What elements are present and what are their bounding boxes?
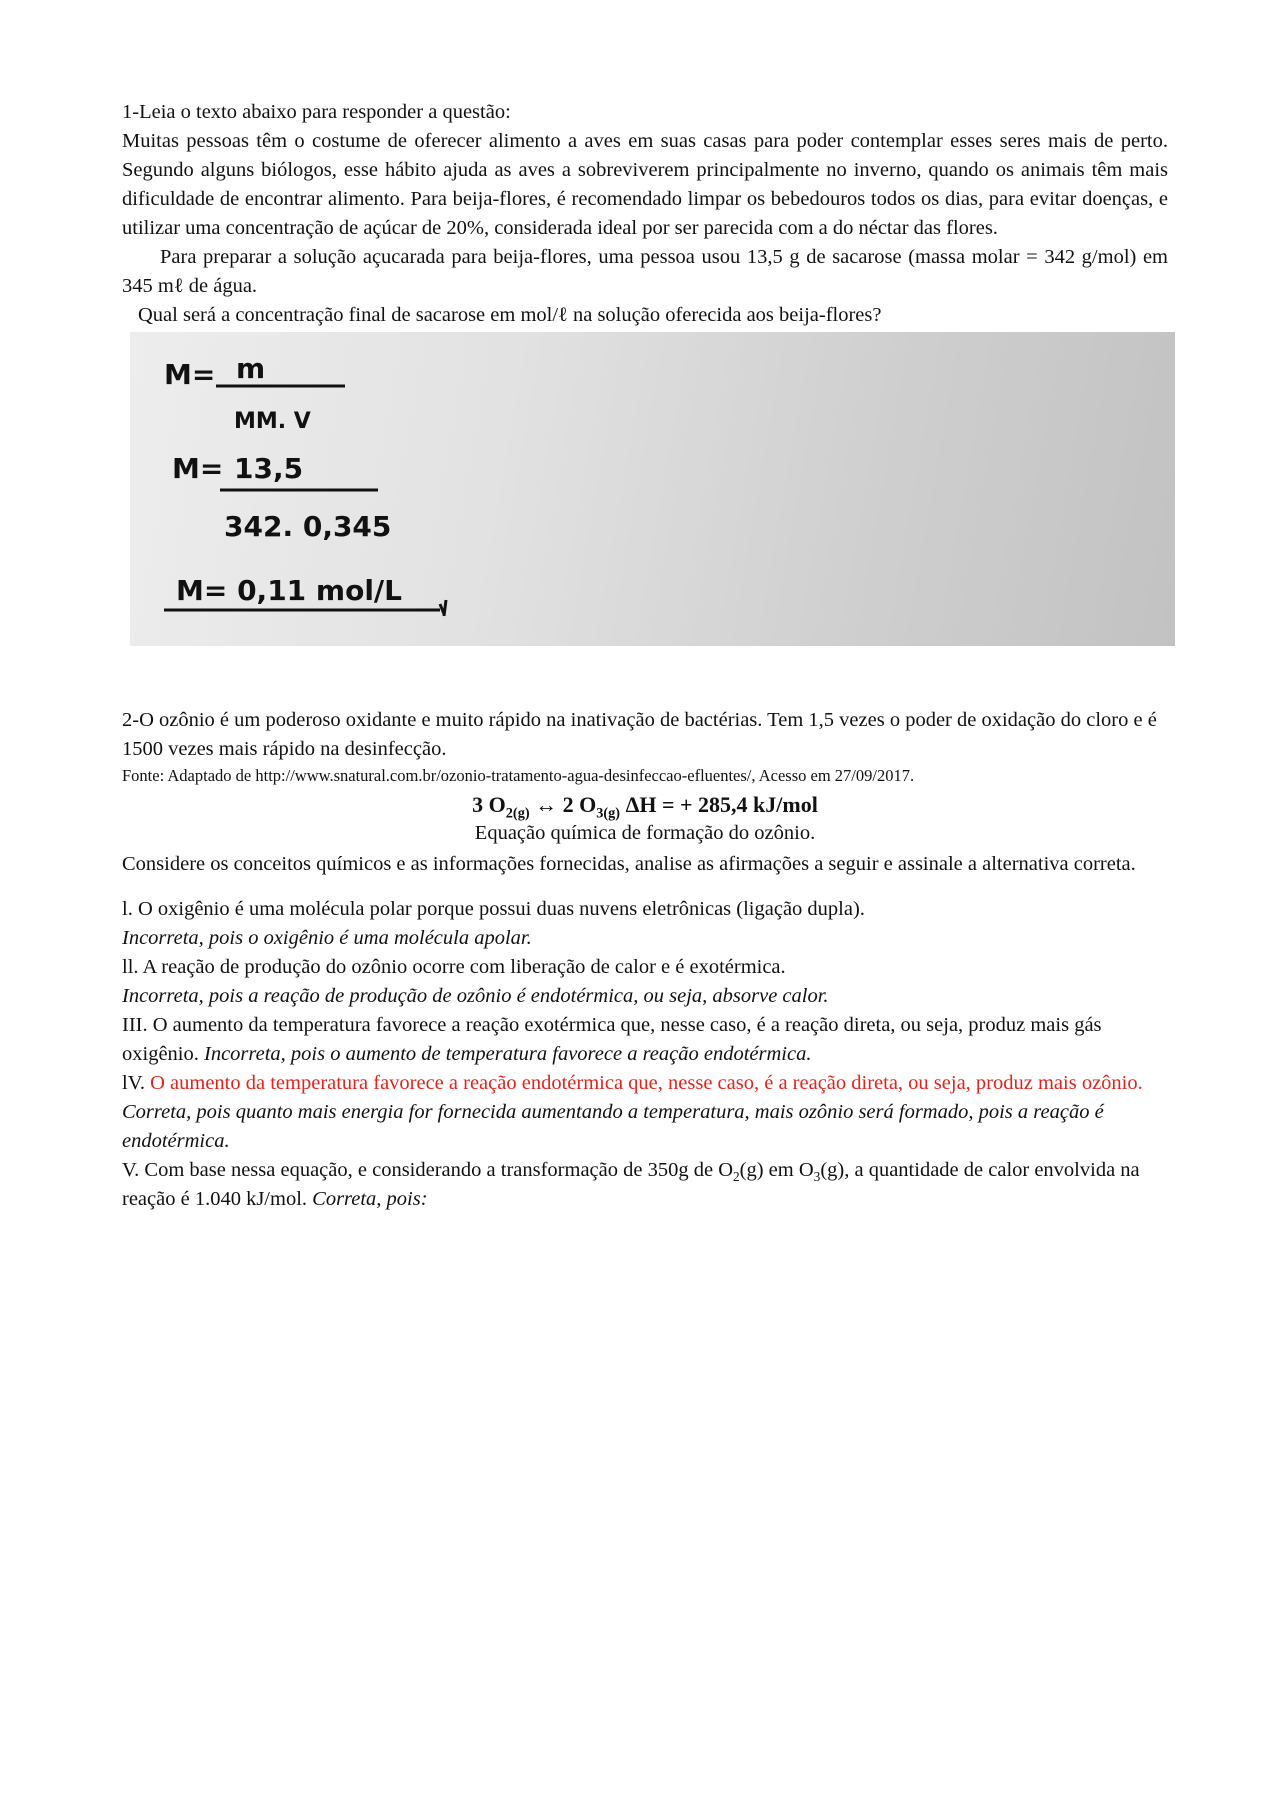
hw-line2-den: 342. 0,345 xyxy=(224,510,392,543)
statement-4-highlight: O aumento da temperatura favorece a reação endotérmica que, nesse caso, é a reação direta, ou seja, produz mais ozônio. xyxy=(150,1072,1143,1094)
hw-line1-num: m xyxy=(236,352,266,385)
handwritten-solution-photo xyxy=(130,332,1175,646)
hw-result: M= 0,11 mol/L xyxy=(176,574,402,607)
question-2 xyxy=(122,706,1168,1214)
statement-3-answer: Incorreta, pois o aumento de temperatura favorece a reação endotérmica. xyxy=(204,1043,812,1065)
question-2-intro: 2-O ozônio é um poderoso oxidante e muito rápido na inativação de bactérias. Tem 1,5 vezes o poder de oxidação do cloro e é 1500 vezes mais rápido na desinfecção. xyxy=(122,709,1157,760)
question-1-title: 1-Leia o texto abaixo para responder a questão: xyxy=(122,101,511,123)
statements-list xyxy=(122,895,1168,1214)
hw-line2-num: 13,5 xyxy=(234,452,304,485)
hw-line1-lhs: M= xyxy=(164,358,216,391)
statement-1: l. O oxigênio é uma molécula polar porque possui duas nuvens eletrônicas (ligação dupla). xyxy=(122,898,865,920)
hw-line2-lhs: M= xyxy=(172,452,224,485)
statement-5-answer: Correta, pois: xyxy=(312,1188,428,1210)
statement-1-answer: Incorreta, pois o oxigênio é uma molécula apolar. xyxy=(122,927,532,949)
statement-2-answer: Incorreta, pois a reação de produção de ozônio é endotérmica, ou seja, absorve calor. xyxy=(122,985,829,1007)
equation-caption: Equação química de formação do ozônio. xyxy=(474,822,816,844)
statement-5: V. Com base nessa equação, e considerando a transformação de 350g de $O_2(g)$ em $O_3(g)$, a quantidade de calor envolvida na reação é 1.040 kJ/mol. Correta, pois: xyxy=(122,1159,1140,1210)
question-2-instruction: Considere os conceitos químicos e as informações fornecidas, analise as afirmações a seguir e assinale a alternativa correta. xyxy=(122,853,1136,875)
hw-end-mark xyxy=(440,600,446,616)
ozone-equation: 3 $O_{2(g)}$ ↔ 2 $O_{3(g)}$ ΔH = + 285,4 kJ/mol xyxy=(472,792,818,822)
statement-4-answer: Correta, pois quanto mais energia for fornecida aumentando a temperatura, mais ozônio será formado, pois a reação é endotérmica. xyxy=(122,1101,1104,1152)
statement-2: ll. A reação de produção do ozônio ocorre com liberação de calor e é exotérmica. xyxy=(122,956,786,978)
hw-line1-den: MM. V xyxy=(234,409,311,434)
question-1-text: Muitas pessoas têm o costume de oferecer alimento a aves em suas casas para poder contemplar esses seres mais de perto. Segundo alguns biólogos, esse hábito ajuda as aves a sobreviverem principalmente no inverno, quando os animais têm mais dificuldade de encontrar alimento. Para beija-flores, é recomendado limpar os bebedouros todos os dias, para evitar doenças, e utilizar uma concentração de açúcar de 20%, considerada ideal por ser parecida com a do néctar das flores. xyxy=(122,130,1168,239)
question-1-data: Para preparar a solução açucarada para beija-flores, uma pessoa usou 13,5 g de sacarose (massa molar = 342 g/mol) em 345 mℓ de água. xyxy=(122,246,1168,297)
question-1-prompt: Qual será a concentração final de sacarose em mol/ℓ na solução oferecida aos beija-flores? xyxy=(138,304,882,326)
document-page xyxy=(122,98,1168,1214)
statement-3: III. O aumento da temperatura favorece a reação exotérmica que, nesse caso, é a reação direta, ou seja, produz mais gás oxigênio. Incorreta, pois o aumento de temperatura favorece a reação endotérmica. xyxy=(122,1014,1102,1065)
statement-4: lV. O aumento da temperatura favorece a reação endotérmica que, nesse caso, é a reação direta, ou seja, produz mais ozônio. Correta, pois quanto mais energia for fornecida aumentando a temperatura, mais ozônio será formado, pois a reação é endotérmica. xyxy=(122,1072,1143,1152)
question-2-source: Fonte: Adaptado de http://www.snatural.com.br/ozonio-tratamento-agua-desinfeccao-efluentes/, Acesso em 27/09/2017. xyxy=(122,766,915,785)
